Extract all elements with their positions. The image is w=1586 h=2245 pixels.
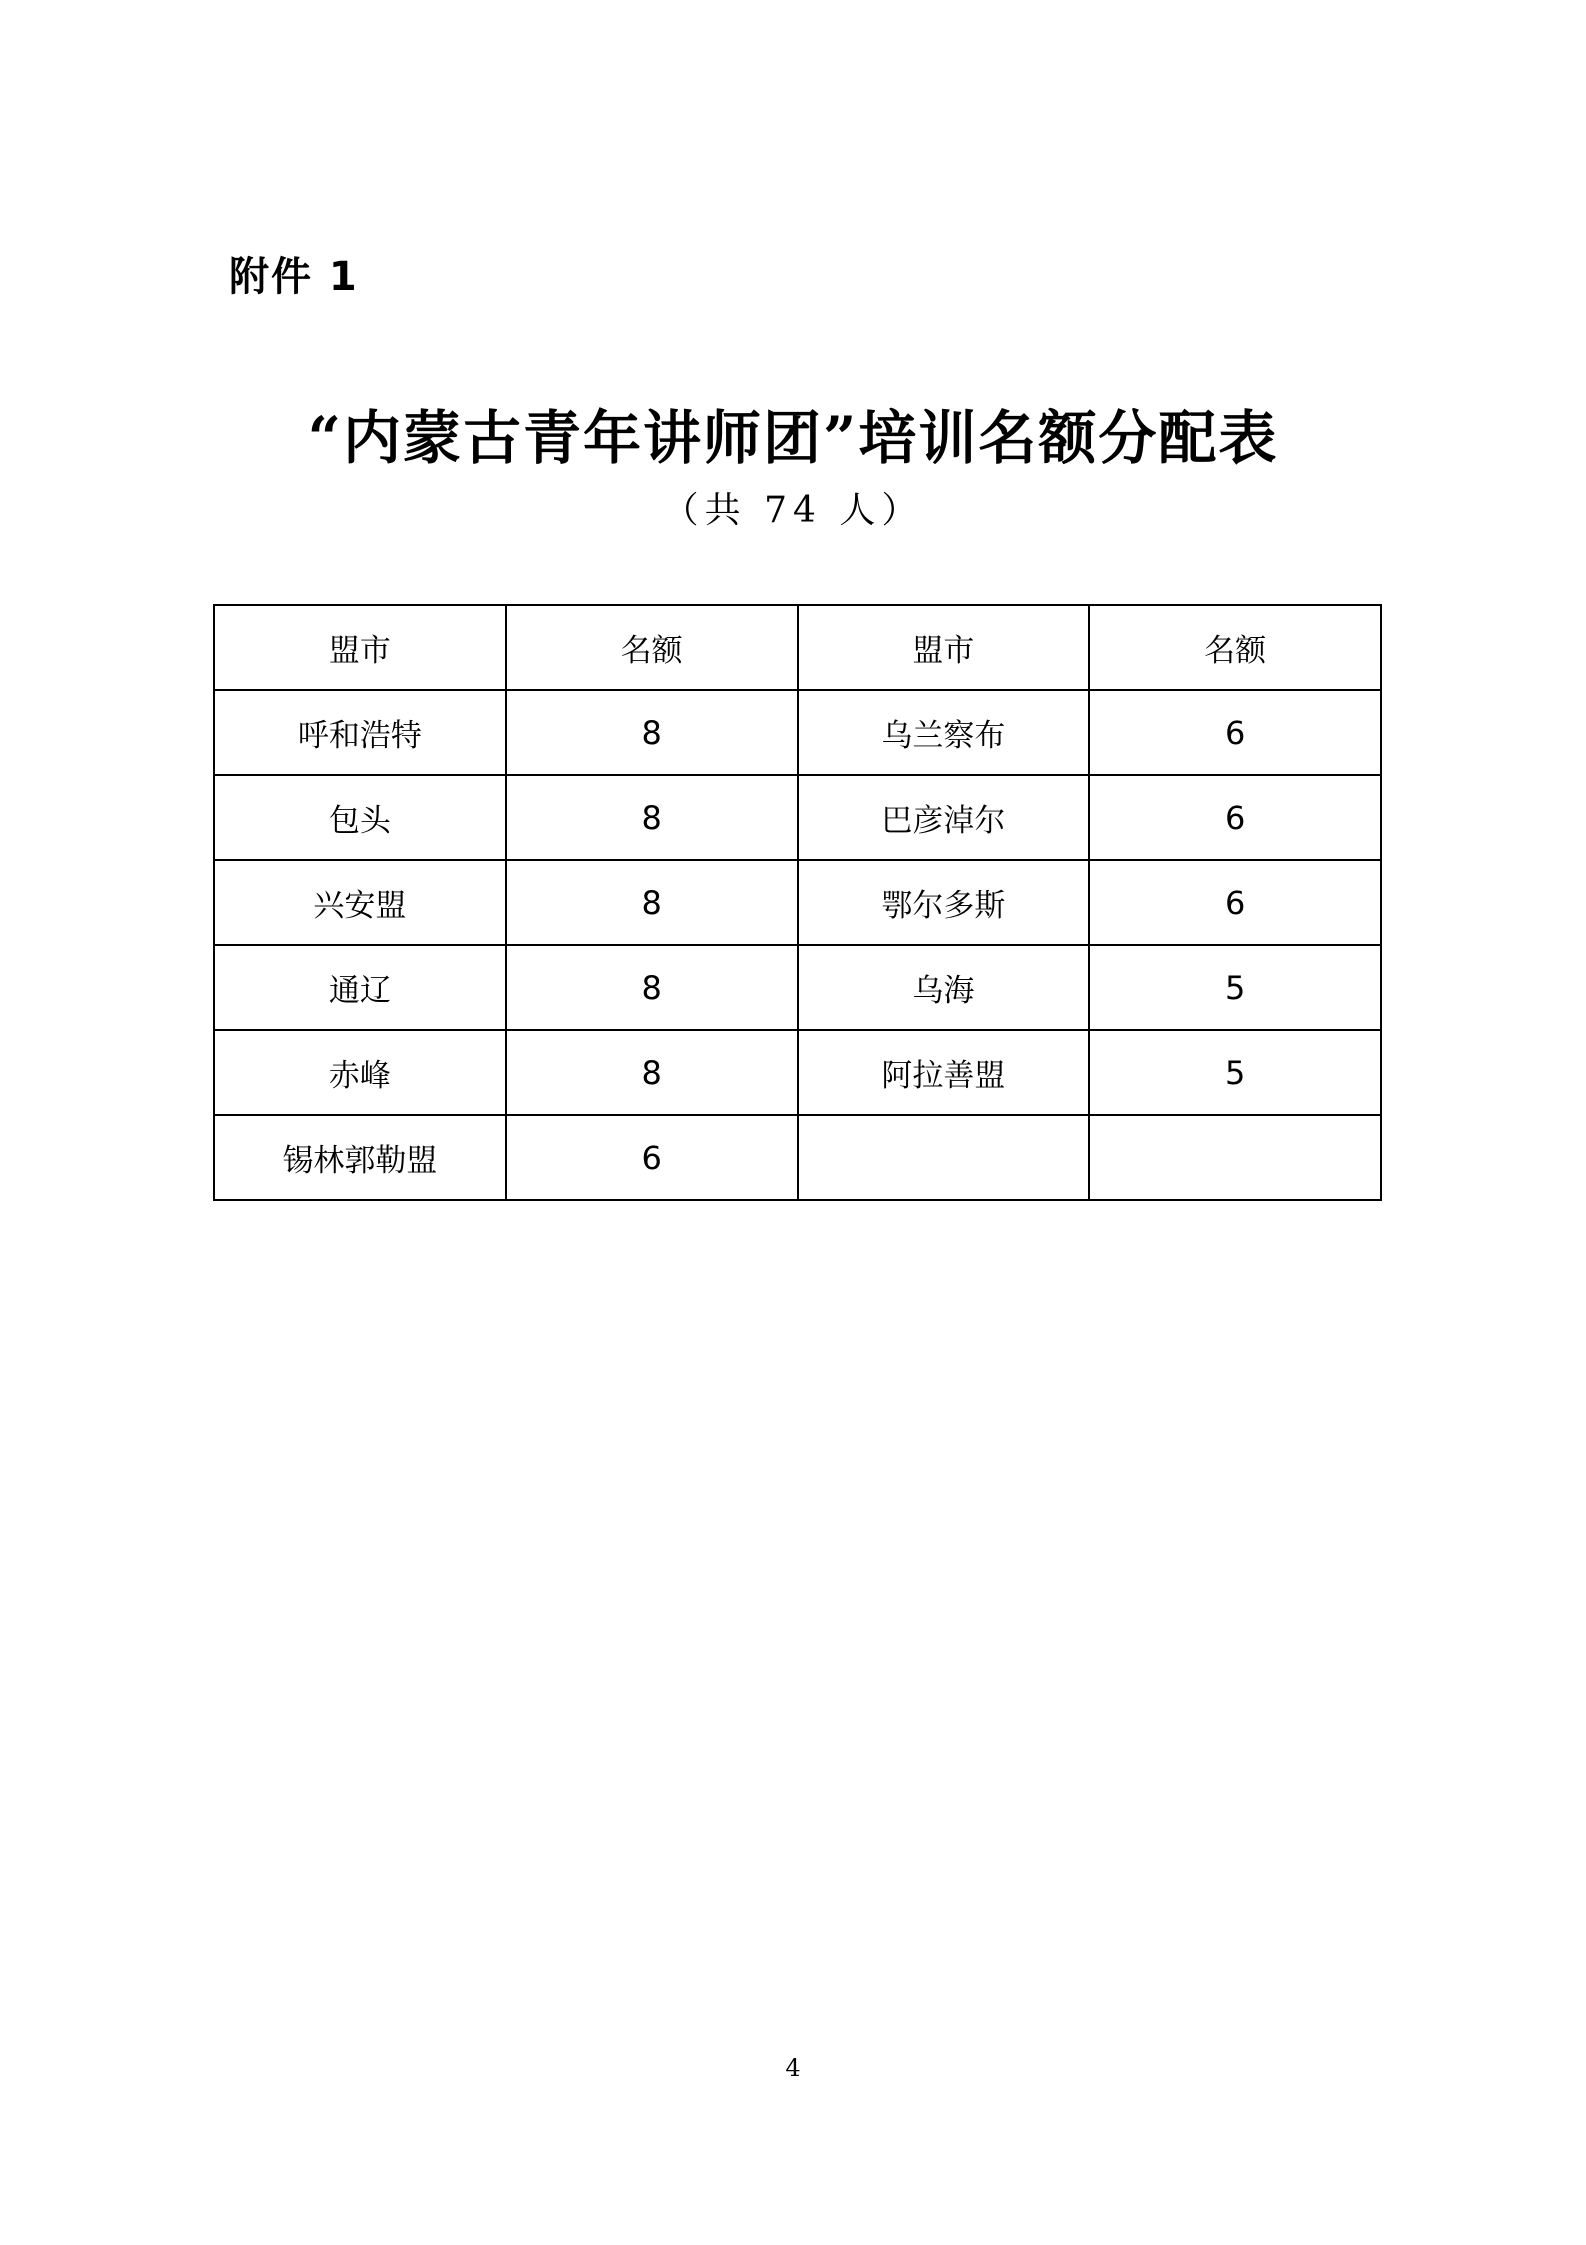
- table-row: [214, 945, 1381, 1030]
- table-row: [214, 860, 1381, 945]
- header-city-left: 盟市: [214, 605, 506, 690]
- quota-cell: 5: [1089, 1030, 1381, 1115]
- quota-cell: 8: [506, 690, 798, 775]
- empty-cell: [1089, 1115, 1381, 1200]
- attachment-label: 附件 1: [229, 254, 359, 300]
- city-cell: 锡林郭勒盟: [214, 1115, 506, 1200]
- city-cell: 巴彦淖尔: [798, 775, 1090, 860]
- quota-cell: 5: [1089, 945, 1381, 1030]
- quota-cell: 6: [1089, 775, 1381, 860]
- table-row: [214, 690, 1381, 775]
- city-cell: 乌海: [798, 945, 1090, 1030]
- header-city-right: 盟市: [798, 605, 1090, 690]
- document-title: “内蒙古青年讲师团”培训名额分配表: [307, 404, 1279, 472]
- city-cell: 鄂尔多斯: [798, 860, 1090, 945]
- quota-cell: 6: [506, 1115, 798, 1200]
- table-header-row: [214, 605, 1381, 690]
- quota-allocation-table: [213, 604, 1382, 1201]
- header-quota-right: 名额: [1089, 605, 1381, 690]
- quota-cell: 8: [506, 860, 798, 945]
- city-cell: 包头: [214, 775, 506, 860]
- quota-cell: 8: [506, 1030, 798, 1115]
- quota-cell: 8: [506, 775, 798, 860]
- city-cell: 阿拉善盟: [798, 1030, 1090, 1115]
- table-row: [214, 775, 1381, 860]
- quota-cell: 8: [506, 945, 798, 1030]
- page-number: 4: [785, 2054, 801, 2082]
- city-cell: 赤峰: [214, 1030, 506, 1115]
- empty-cell: [798, 1115, 1090, 1200]
- city-cell: 呼和浩特: [214, 690, 506, 775]
- document-subtitle: （共 74 人）: [662, 490, 924, 531]
- city-cell: 乌兰察布: [798, 690, 1090, 775]
- city-cell: 兴安盟: [214, 860, 506, 945]
- table-row: [214, 1115, 1381, 1200]
- table-row: [214, 1030, 1381, 1115]
- quota-cell: 6: [1089, 690, 1381, 775]
- quota-cell: 6: [1089, 860, 1381, 945]
- city-cell: 通辽: [214, 945, 506, 1030]
- header-quota-left: 名额: [506, 605, 798, 690]
